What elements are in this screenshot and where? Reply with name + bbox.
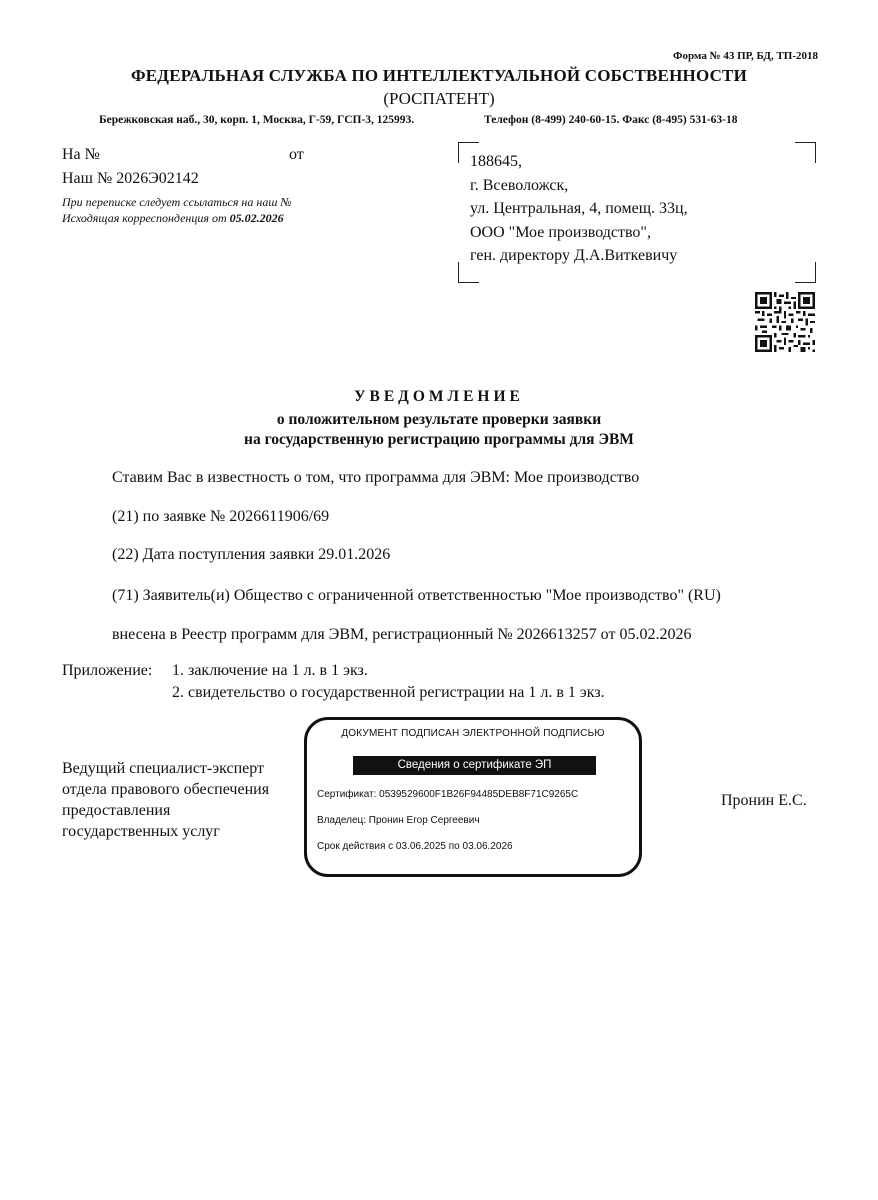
signer-name: Пронин Е.С.: [721, 792, 807, 809]
recipient-line: ООО "Мое производство",: [470, 223, 651, 241]
electronic-signature-stamp: [304, 717, 642, 877]
outgoing-date: 05.02.2026: [229, 211, 284, 225]
stamp-certificate-info-bar: Сведения о сертификате ЭП: [353, 756, 596, 775]
body-line-registry: внесена в Реестр программ для ЭВМ, регистрационный № 2026613257 от 05.02.2026: [112, 626, 692, 643]
agency-phones: Телефон (8-499) 240-60-15. Факс (8-495) 531-63-18: [484, 114, 738, 126]
body-line-program: Ставим Вас в известность о том, что программа для ЭВМ: Мое производство: [112, 469, 640, 486]
notice-subtitle-line1: о положительном результате проверки заявки: [276, 411, 602, 428]
your-number-label: На №: [62, 146, 100, 163]
from-label: от: [289, 146, 304, 163]
body-line-application-number: (21) по заявке № 2026611906/69: [112, 508, 330, 525]
stamp-owner: Владелец: Пронин Егор Сергеевич: [317, 815, 480, 826]
recipient-line: ген. директору Д.А.Виткевичу: [470, 247, 678, 264]
body-line-applicant: (71) Заявитель(и) Общество с ограниченной ответственностью "Мое производство" (RU): [112, 587, 721, 604]
notice-title: УВЕДОМЛЕНИЕ: [354, 388, 524, 405]
signer-position: [62, 758, 302, 842]
qr-code-icon: [755, 292, 815, 352]
form-number: Форма № 43 ПР, БД, ТП-2018: [673, 50, 818, 62]
signer-position-line: отдела правового обеспечения: [62, 781, 270, 798]
recipient-address: [470, 150, 800, 268]
body-line-filing-date: (22) Дата поступления заявки 29.01.2026: [112, 546, 391, 563]
notice-subtitle-line2: на государственную регистрацию программы для ЭВМ: [244, 431, 634, 448]
stamp-validity: Срок действия с 03.06.2025 по 03.06.2026: [317, 841, 513, 852]
agency-name: ФЕДЕРАЛЬНАЯ СЛУЖБА ПО ИНТЕЛЛЕКТУАЛЬНОЙ СОБСТВЕННОСТИ: [130, 66, 748, 85]
attachments-label: Приложение:: [62, 662, 153, 679]
reference-note: При переписке следует ссылаться на наш №: [62, 195, 292, 209]
agency-address: Бережковская наб., 30, корп. 1, Москва, Г-59, ГСП-3, 125993.: [99, 114, 415, 126]
outgoing-label: Исходящая корреспонденция от: [62, 211, 227, 225]
signer-position-line: государственных услуг: [62, 823, 220, 840]
stamp-certificate-number: Сертификат: 0539529600F1B26F94485DEB8F71C9265C: [317, 789, 579, 800]
signer-position-line: Ведущий специалист-эксперт: [62, 760, 265, 777]
stamp-header: ДОКУМЕНТ ПОДПИСАН ЭЛЕКТРОННОЙ ПОДПИСЬЮ: [341, 728, 605, 739]
recipient-line: г. Всеволожск,: [470, 176, 569, 194]
recipient-line: 188645,: [470, 153, 522, 170]
outgoing-correspondence: [62, 211, 284, 226]
attachment-item: 2. свидетельство о государственной регистрации на 1 л. в 1 экз.: [172, 684, 605, 701]
our-number: Наш № 2026Э02142: [62, 170, 199, 187]
signer-position-line: предоставления: [62, 802, 171, 819]
attachment-item: 1. заключение на 1 л. в 1 экз.: [172, 662, 368, 679]
recipient-line: ул. Центральная, 4, помещ. 33ц,: [470, 200, 688, 217]
agency-short-name: (РОСПАТЕНТ): [383, 89, 495, 108]
